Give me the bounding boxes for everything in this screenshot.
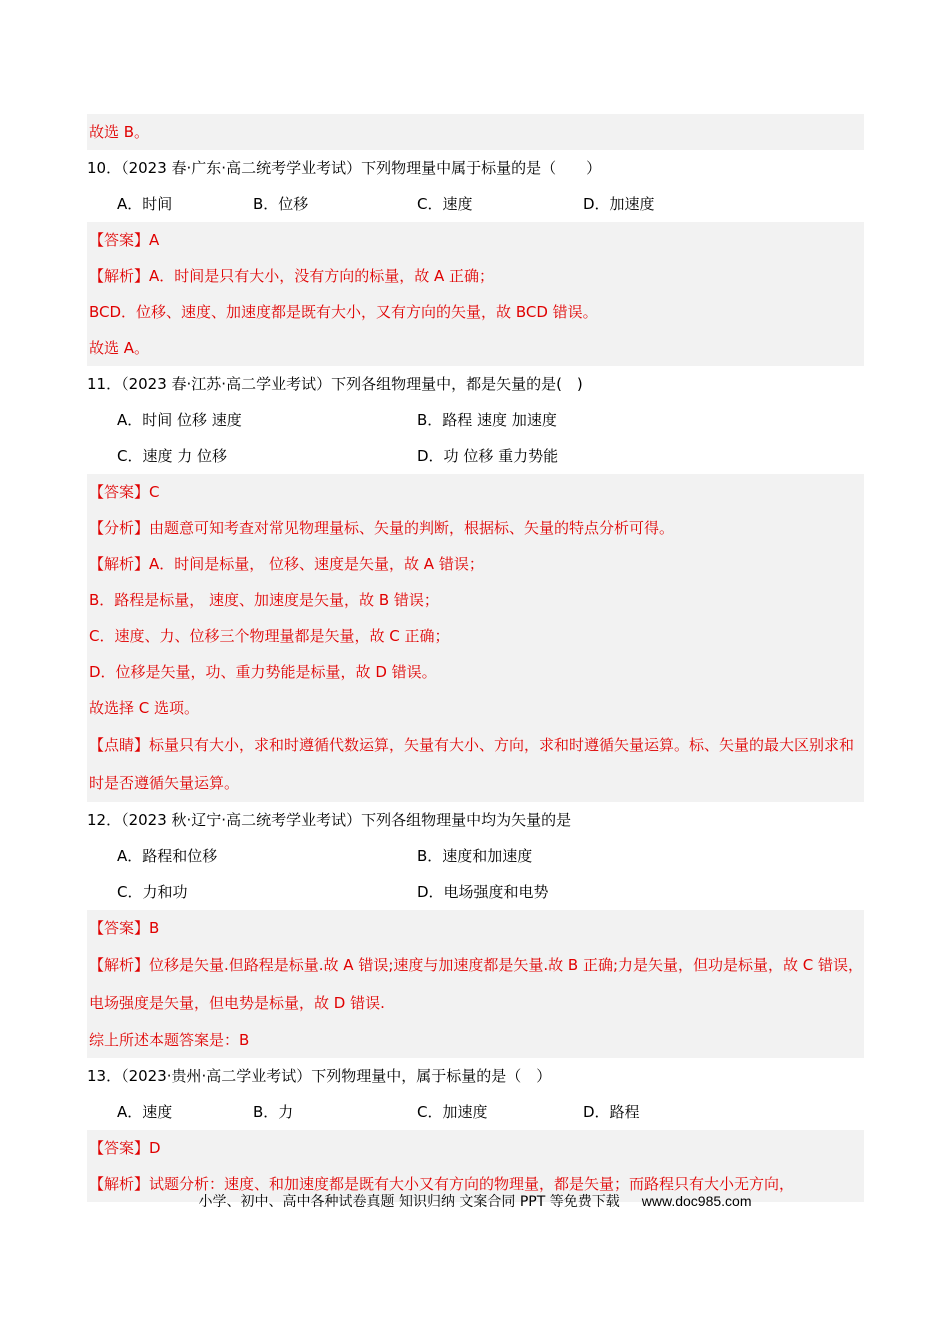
q13-option-d: D．路程 (583, 1103, 640, 1121)
q10-option-d: D．加速度 (583, 195, 655, 213)
q13-option-c: C．加速度 (417, 1103, 488, 1121)
q10-stem: 10．（2023 春·广东·高二统考学业考试）下列物理量中属于标量的是（ ） (87, 159, 602, 177)
q11-option-b: B．路程 速度 加速度 (417, 411, 557, 429)
q10-options (87, 186, 864, 222)
q11-answer: 【答案】C (87, 474, 864, 510)
q10-answer: 【答案】A (87, 222, 864, 258)
q11-option-d: D．功 位移 重力势能 (417, 447, 559, 465)
q12-option-a: A．路程和位移 (117, 847, 218, 865)
q12-option-d: D．电场强度和电势 (417, 883, 549, 901)
q9-answer-tail: 故选 B。 (87, 114, 864, 150)
q10-solution (87, 222, 864, 366)
q11-option-a: A．时间 位移 速度 (117, 411, 242, 429)
q12-stem: 12．（2023 秋·辽宁·高二统考学业考试）下列各组物理量中均为矢量的是 (87, 811, 572, 829)
q11-note: 【点睛】标量只有大小，求和时遵循代数运算，矢量有大小、方向，求和时遵循矢量运算。标、矢量的最大区别求和时是否遵循矢量运算。 (87, 726, 864, 802)
q10-analysis-line: 故选 A。 (87, 330, 864, 366)
q11-options-row2 (87, 438, 864, 474)
q11-analysis-line: 故选择 C 选项。 (87, 690, 864, 726)
q11-analysis-line: D．位移是矢量，功、重力势能是标量，故 D 错误。 (87, 654, 864, 690)
q10-analysis-line: 【解析】A．时间是只有大小，没有方向的标量，故 A 正确； (87, 258, 864, 294)
q12-options-row2 (87, 874, 864, 910)
q12-option-b: B．速度和加速度 (417, 847, 533, 865)
q13-option-b: B．力 (253, 1103, 294, 1121)
q13-answer: 【答案】D (87, 1130, 864, 1166)
q10-option-a: A．时间 (117, 195, 173, 213)
q13-analysis: 【解析】试题分析：速度、和加速度都是既有大小又有方向的物理量，都是矢量；而路程只有大小无方向， (87, 1166, 864, 1202)
page-footer (0, 1191, 950, 1212)
q11-analysis-line: B．路程是标量， 速度、加速度是矢量，故 B 错误； (87, 582, 864, 618)
q10-option-b: B．位移 (253, 195, 309, 213)
q11-analysis-line: 【解析】A．时间是标量， 位移、速度是矢量，故 A 错误； (87, 546, 864, 582)
q11-analysis-line: 【分析】由题意可知考查对常见物理量标、矢量的判断，根据标、矢量的特点分析可得。 (87, 510, 864, 546)
q12-solution (87, 910, 864, 1058)
q12-summary: 综上所述本题答案是：B (87, 1022, 864, 1058)
footer-url[interactable]: www.doc985.com (641, 1193, 752, 1209)
q10-analysis-line: BCD．位移、速度、加速度都是既有大小，又有方向的矢量，故 BCD 错误。 (87, 294, 864, 330)
q11-analysis-line: C．速度、力、位移三个物理量都是矢量，故 C 正确； (87, 618, 864, 654)
q12-option-c: C．力和功 (117, 883, 188, 901)
q12-options-row1 (87, 838, 864, 874)
q10-option-c: C．速度 (417, 195, 473, 213)
q11-options-row1 (87, 402, 864, 438)
q13-stem: 13．（2023·贵州·高二学业考试）下列物理量中，属于标量的是（ ） (87, 1067, 552, 1085)
footer-text: 小学、初中、高中各种试卷真题 知识归纳 文案合同 PPT 等免费下载 (198, 1194, 620, 1210)
q12-answer: 【答案】B (87, 910, 864, 946)
q11-option-c: C．速度 力 位移 (117, 447, 228, 465)
document-page (87, 114, 864, 1202)
q11-stem: 11．（2023 春·江苏·高二学业考试）下列各组物理量中，都是矢量的是( ) (87, 375, 583, 393)
q13-option-a: A．速度 (117, 1103, 173, 1121)
q13-options (87, 1094, 864, 1130)
q11-solution (87, 474, 864, 802)
q12-analysis: 【解析】位移是矢量.但路程是标量.故 A 错误;速度与加速度都是矢量.故 B 正确;力是矢量，但功是标量，故 C 错误，电场强度是矢量，但电势是标量，故 D 错误. (87, 946, 864, 1022)
